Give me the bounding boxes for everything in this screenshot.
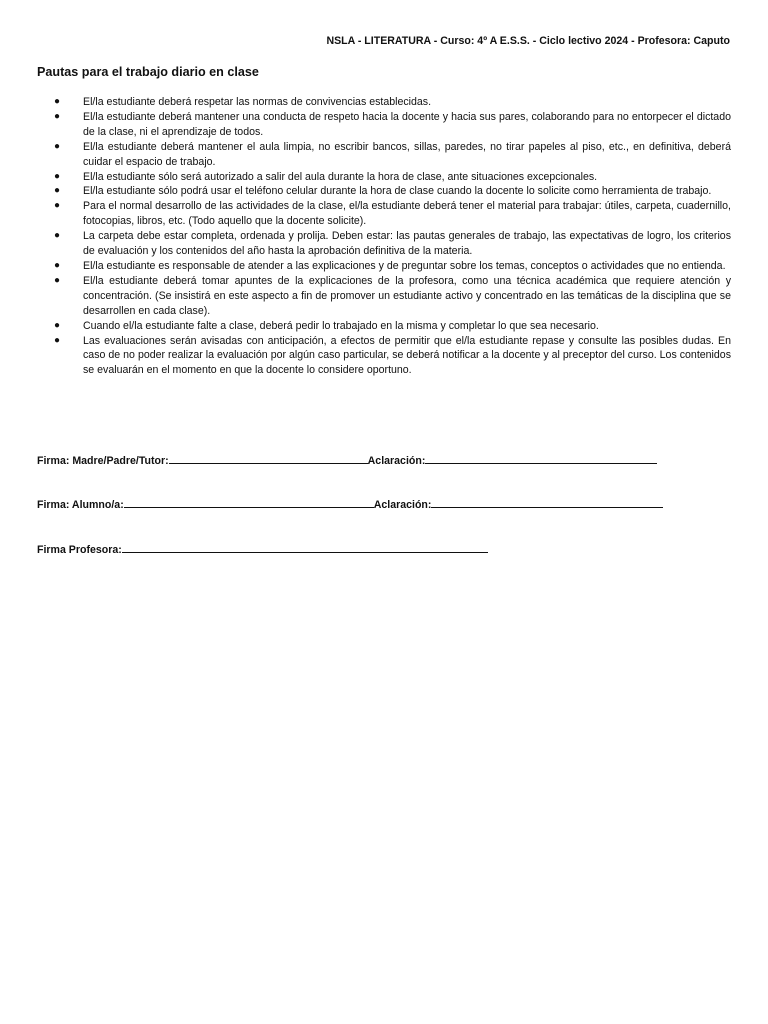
bullet-icon: ● [54, 319, 61, 331]
list-item [53, 184, 731, 199]
bullet-icon: ● [54, 230, 61, 242]
parent-clarification-field[interactable] [425, 452, 657, 464]
page-title: Pautas para el trabajo diario en clase [37, 65, 259, 79]
teacher-signature-line [37, 541, 488, 556]
bullet-icon: ● [54, 259, 61, 271]
rule-text: Cuando el/la estudiante falte a clase, deberá pedir lo trabajado en la misma y completar lo que sea necesario. [83, 319, 599, 332]
list-item [53, 199, 731, 229]
student-signature-line [37, 496, 663, 511]
student-signature-field[interactable] [124, 496, 374, 508]
rule-text: La carpeta debe estar completa, ordenada y prolija. Deben estar: las pautas generales de trabajo, las expectativas de logro, los criterios de evaluación y los contenidos del año hasta la aprobación definitiva de la materia. [83, 230, 731, 258]
bullet-icon: ● [54, 185, 61, 197]
list-item [53, 229, 731, 259]
parent-signature-line [37, 452, 657, 467]
student-clarification-label: Aclaración: [373, 499, 432, 511]
teacher-signature-label: Firma Profesora: [37, 544, 122, 556]
rule-text: El/la estudiante deberá respetar las normas de convivencias establecidas. [83, 96, 432, 108]
bullet-icon: ● [54, 96, 61, 107]
rules-list [53, 95, 731, 378]
list-item [53, 319, 731, 334]
list-item [53, 140, 731, 170]
rule-text: El/la estudiante sólo será autorizado a salir del aula durante la hora de clase, ante situaciones excepcionales. [83, 170, 598, 183]
rule-text: El/la estudiante sólo podrá usar el teléfono celular durante la hora de clase cuando la docente lo solicite como herramienta de trabajo. [83, 185, 712, 198]
list-item [53, 110, 731, 140]
list-item [53, 259, 731, 274]
bullet-icon: ● [54, 110, 61, 122]
student-clarification-field[interactable] [431, 496, 663, 508]
rule-text: El/la estudiante deberá mantener una conducta de respeto hacia la docente y hacia sus pares, colaborando para no entorpecer el dictado de la clase, ni el aprendizaje de todos. [83, 110, 731, 138]
rule-text: Para el normal desarrollo de las actividades de la clase, el/la estudiante deberá tener el material para trabajar: útiles, carpeta, cuadernillo, fotocopias, libros, etc. (Todo aquello que la docente solicite). [83, 200, 731, 228]
course-header: NSLA - LITERATURA - Curso: 4º A E.S.S. - Ciclo lectivo 2024 - Profesora: Caputo [326, 35, 730, 47]
bullet-icon: ● [54, 170, 61, 182]
list-item [53, 95, 731, 110]
rule-text: El/la estudiante es responsable de atender a las explicaciones y de preguntar sobre los temas, conceptos o actividades que no entienda. [83, 259, 726, 272]
list-item [53, 170, 731, 185]
teacher-signature-field[interactable] [122, 541, 488, 553]
rule-text: Las evaluaciones serán avisadas con anticipación, a efectos de permitir que el/la estudiante repase y consulte las posibles dudas. En caso de no poder realizar la evaluación por algún caso particular, se deberá notificar a la docente y al preceptor del curso. Los contenidos se evaluarán en el momento en que la docente lo considere oportuno. [83, 334, 731, 377]
list-item [53, 274, 731, 319]
parent-signature-field[interactable] [169, 452, 368, 464]
parent-clarification-label: Aclaración: [367, 455, 426, 467]
rule-text: El/la estudiante deberá mantener el aula limpia, no escribir bancos, sillas, paredes, no tirar papeles al piso, etc., en definitiva, deberá cuidar el espacio de trabajo. [83, 140, 731, 168]
bullet-icon: ● [54, 274, 61, 286]
bullet-icon: ● [54, 200, 61, 212]
rule-text: El/la estudiante deberá tomar apuntes de la explicaciones de la profesora, como una técnica académica que requiere atención y concentración. (Se insistirá en este aspecto a fin de promover un estudiante activo y concentrado en las temáticas de la disciplina que se desarrollen en cada clase). [83, 274, 731, 317]
list-item [53, 334, 731, 379]
parent-signature-label: Firma: Madre/Padre/Tutor: [37, 455, 169, 467]
student-signature-label: Firma: Alumno/a: [37, 499, 124, 511]
bullet-icon: ● [54, 334, 61, 346]
bullet-icon: ● [54, 140, 61, 152]
